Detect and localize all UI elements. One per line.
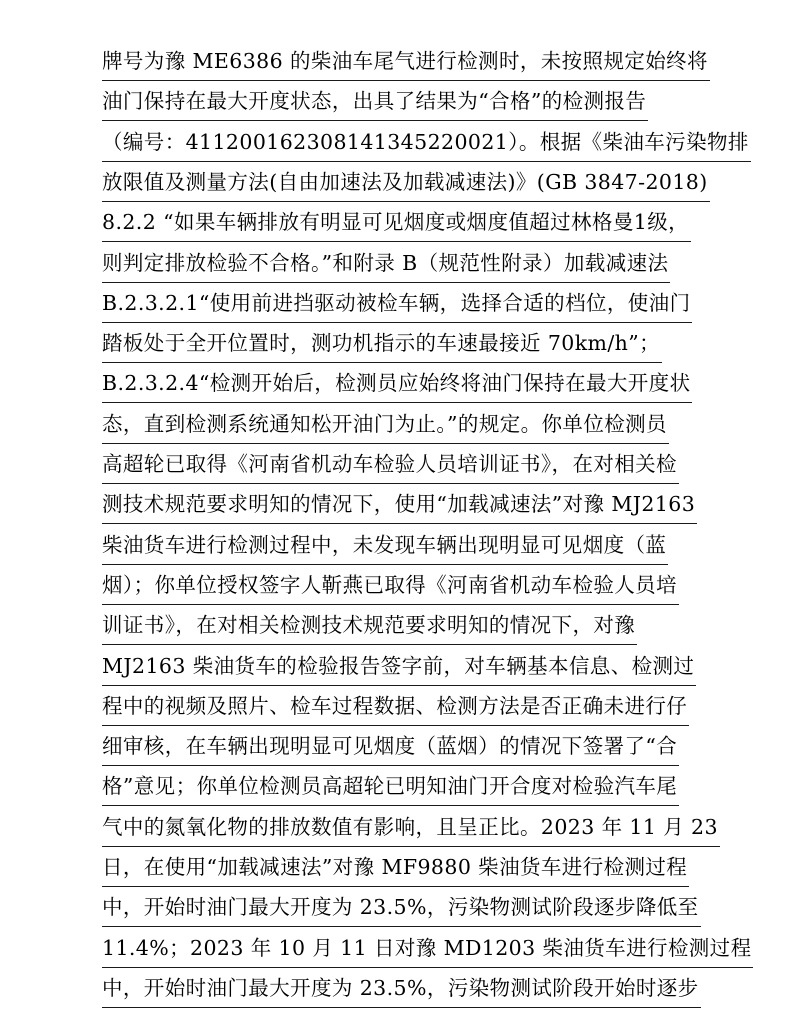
text-line: 放限值及测量方法(自由加速法及加载减速法)》(GB 3847-2018) [102, 164, 710, 202]
text-line: 高超轮已取得《河南省机动车检验人员培训证书》，在对相关检 [102, 446, 679, 484]
text-line: 牌号为豫 ME6386 的柴油车尾气进行检测时，未按照规定始终将 [102, 43, 710, 81]
text-line: B.2.3.2.4“检测开始后，检测员应始终将油门保持在最大开度状 [102, 365, 692, 403]
text-line: （编号：411200162308141345220021）。根据《柴油车污染物排 [102, 124, 751, 162]
text-line: 则判定排放检验不合格。”和附录 B（规范性附录）加载减速法 [102, 245, 670, 283]
text-line: 态，直到检测系统通知松开油门为止。”的规定。你单位检测员 [102, 406, 669, 444]
text-line: 气中的氮氧化物的排放数值有影响，且呈正比。2023 年 11 月 23 [102, 809, 720, 847]
text-line: 8.2.2 “如果车辆排放有明显可见烟度或烟度值超过林格曼1级， [102, 204, 691, 242]
text-line: B.2.3.2.1“使用前进挡驱动被检车辆，选择合适的档位，使油门 [102, 285, 692, 323]
text-line: 中，开始时油门最大开度为 23.5%，污染物测试阶段逐步降低至 [102, 889, 701, 927]
text-line: 柴油货车进行检测过程中，未发现车辆出现明显可见烟度（蓝 [102, 527, 668, 565]
text-line: 细审核，在车辆出现明显可见烟度（蓝烟）的情况下签署了“合 [102, 728, 679, 766]
text-line: 训证书》，在对相关检测技术规范要求明知的情况下，对豫 [102, 607, 637, 645]
text-line: 11.4%；2023 年 10 月 11 日对豫 MD1203 柴油货车进行检测过程 [102, 930, 753, 968]
text-line: MJ2163 柴油货车的检验报告签字前，对车辆基本信息、检测过 [102, 648, 696, 686]
text-line: 踏板处于全开位置时，测功机指示的车速最接近 70km/h”； [102, 325, 662, 363]
text-line: 格”意见；你单位检测员高超轮已明知油门开合度对检验汽车尾 [102, 768, 679, 806]
text-line: 测技术规范要求明知的情况下，使用“加载减速法”对豫 MJ2163 [102, 486, 697, 524]
text-line: 油门保持在最大开度状态，出具了结果为“合格”的检测报告 [102, 83, 648, 121]
text-line: 烟）；你单位授权签字人靳燕已取得《河南省机动车检验人员培 [102, 567, 679, 605]
text-line: 中，开始时油门最大开度为 23.5%，污染物测试阶段开始时逐步 [102, 970, 701, 1008]
text-line: 程中的视频及照片、检车过程数据、检测方法是否正确未进行仔 [102, 688, 689, 726]
text-line: 日，在使用“加载减速法”对豫 MF9880 柴油货车进行检测过程 [102, 849, 689, 887]
